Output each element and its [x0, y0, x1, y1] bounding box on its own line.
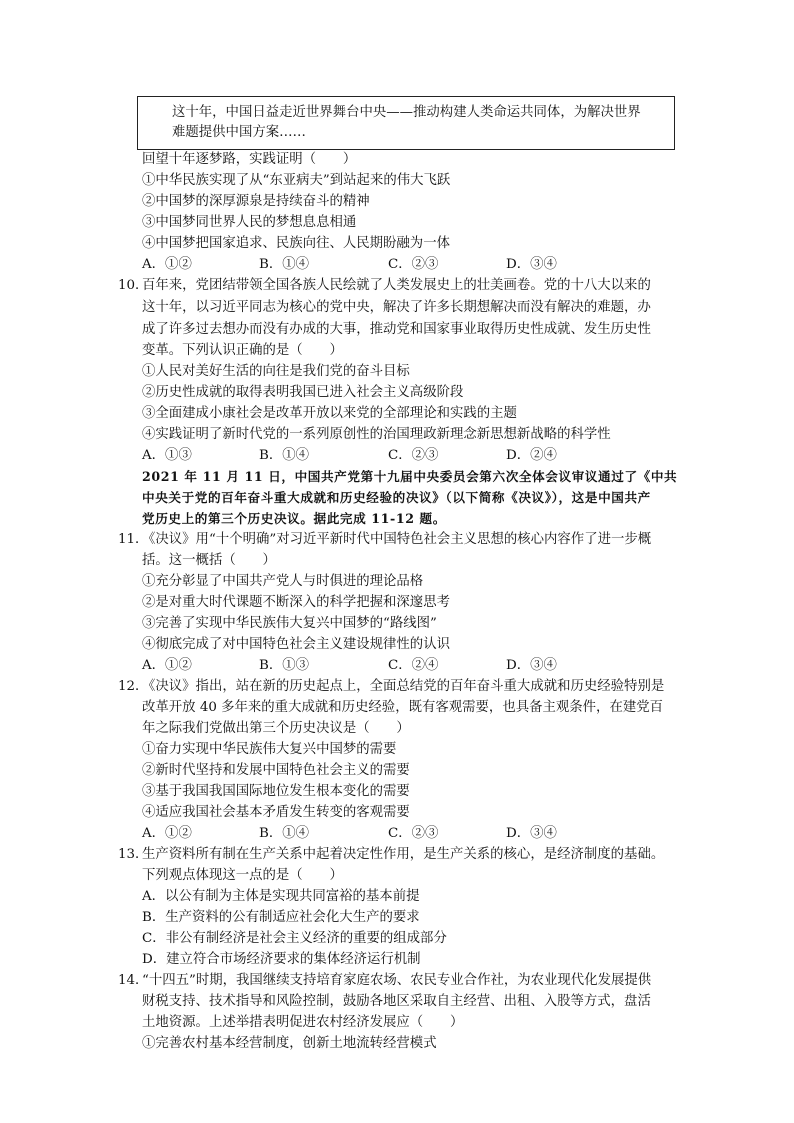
q12-option-b: B．①④: [259, 826, 310, 841]
q11-stem-line: 《决议》用“十个明确”对习近平新时代中国特色社会主义思想的核心内容作了进一步概: [142, 532, 652, 547]
q12-option-a: A．①②: [142, 826, 192, 841]
q9-item: ②中国梦的深厚源泉是持续奋斗的精神: [142, 194, 370, 209]
q12-stem-line: 改革开放 40 多年来的重大成就和历史经验，既有客观需要，也具备主观条件，在建党百: [142, 700, 664, 715]
material-paragraph-line: 中央关于党的百年奋斗重大成就和历史经验的决议》（以下简称《决议》），这是中国共产: [142, 490, 651, 505]
material-box: [137, 96, 675, 150]
q14-number: 14．: [118, 973, 149, 988]
q10-option-c: C．②③: [388, 448, 439, 463]
q13-choice-d: D．建立符合市场经济要求的集体经济运行机制: [142, 952, 421, 967]
q9-item: ③中国梦同世界人民的梦想息息相通: [142, 215, 357, 230]
q11-number: 11．: [118, 532, 149, 547]
q13-stem-line: 下列观点体现这一点的是（ ）: [142, 868, 343, 883]
q12-item: ④适应我国社会基本矛盾发生转变的客观需要: [142, 805, 410, 820]
q14-item: ①完善农村基本经营制度，创新土地流转经营模式: [142, 1036, 437, 1051]
q11-option-c: C．②④: [388, 658, 439, 673]
q10-stem-line: 百年来，党团结带领全国各族人民绘就了人类发展史上的壮美画卷。党的十八大以来的: [142, 278, 651, 293]
q9-stem: 回望十年逐梦路，实践证明（ ）: [142, 152, 357, 167]
q11-option-b: B．①③: [259, 658, 310, 673]
q9-item: ①中华民族实现了从“东亚病夫”到站起来的伟大飞跃: [142, 173, 451, 188]
q9-option-b: B．①④: [259, 257, 310, 272]
q11-item: ③完善了实现中华民族伟大复兴中国梦的“路线图”: [142, 616, 437, 631]
q10-item: ②历史性成就的取得表明我国已进入社会主义高级阶段: [142, 385, 464, 400]
q12-stem-line: 年之际我们党做出第三个历史决议是（ ）: [142, 721, 410, 736]
q12-stem-line: 《决议》指出，站在新的历史起点上，全面总结党的百年奋斗重大成就和历史经验特别是: [142, 679, 665, 694]
q14-stem-line: “十四五”时期，我国继续支持培育家庭农场、农民专业合作社，为农业现代化发展提供: [142, 973, 652, 988]
q10-stem-line: 这十年，以习近平同志为核心的党中央，解决了许多长期想解决而没有解决的难题，办: [142, 300, 651, 315]
q10-item: ③全面建成小康社会是改革开放以来党的全部理论和实践的主题: [142, 406, 517, 421]
q12-item: ②新时代坚持和发展中国特色社会主义的需要: [142, 763, 410, 778]
q13-choice-c: C．非公有制经济是社会主义经济的重要的组成部分: [142, 931, 447, 946]
q10-number: 10．: [118, 278, 149, 293]
q10-option-b: B．①④: [259, 448, 310, 463]
q13-choice-b: B．生产资料的公有制适应社会化大生产的要求: [142, 910, 420, 925]
q11-item: ④彻底完成了对中国特色社会主义建设规律性的认识: [142, 637, 450, 652]
q10-stem-line: 成了许多过去想办而没有办成的大事，推动党和国家事业取得历史性成就、发生历史性: [142, 322, 651, 337]
q11-stem-line: 括。这一概括（ ）: [142, 553, 276, 568]
q12-item: ③基于我国我国国际地位发生根本变化的需要: [142, 784, 410, 799]
material-box-line: 这十年，中国日益走近世界舞台中央——推动构建人类命运共同体，为解决世界: [172, 105, 641, 120]
q9-option-a: A．①②: [142, 257, 192, 272]
q10-option-d: D．②④: [506, 448, 557, 463]
q9-item: ④中国梦把国家追求、民族向往、人民期盼融为一体: [142, 236, 450, 251]
q11-item: ①充分彰显了中国共产党人与时俱进的理论品格: [142, 574, 424, 589]
q14-stem-line: 财税支持、技术指导和风险控制，鼓励各地区采取自主经营、出租、入股等方式，盘活: [142, 994, 651, 1009]
q12-option-c: C．②③: [388, 826, 439, 841]
q10-item: ④实践证明了新时代党的一系列原创性的治国理政新理念新思想新战略的科学性: [142, 427, 611, 442]
q10-option-a: A．①③: [142, 448, 192, 463]
q9-option-c: C．②③: [388, 257, 439, 272]
q9-option-d: D．③④: [506, 257, 557, 272]
q11-option-d: D．③④: [506, 658, 557, 673]
q13-number: 13．: [118, 847, 149, 862]
material-paragraph-line: 党历史上的第三个历史决议。据此完成 11-12 题。: [142, 511, 446, 526]
q13-stem-line: 生产资料所有制在生产关系中起着决定性作用，是生产关系的核心，是经济制度的基础。: [142, 847, 665, 862]
q12-option-d: D．③④: [506, 826, 557, 841]
q12-number: 12．: [118, 679, 149, 694]
material-box-line: 难题提供中国方案……: [172, 125, 306, 140]
material-paragraph-line: 2021 年 11 月 11 日，中国共产党第十九届中央委员会第六次全体会议审议通过了《中共: [142, 469, 678, 484]
q10-item: ①人民对美好生活的向往是我们党的奋斗目标: [142, 364, 410, 379]
q12-item: ①奋力实现中华民族伟大复兴中国梦的需要: [142, 742, 397, 757]
q11-option-a: A．①②: [142, 658, 192, 673]
q13-choice-a: A．以公有制为主体是实现共同富裕的基本前提: [142, 889, 420, 904]
q14-stem-line: 土地资源。上述举措表明促进农村经济发展应（ ）: [142, 1015, 464, 1030]
q10-stem-line: 变革。下列认识正确的是（ ）: [142, 343, 343, 358]
q11-item: ②是对重大时代课题不断深入的科学把握和深邃思考: [142, 595, 450, 610]
